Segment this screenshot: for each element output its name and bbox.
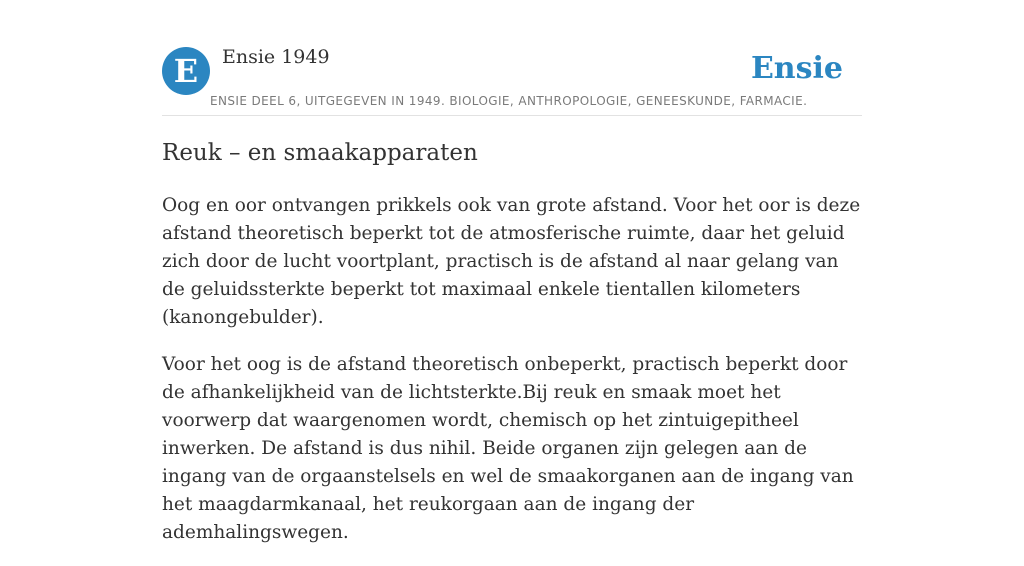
book-subtitle: ENSIE DEEL 6, UITGEGEVEN IN 1949. BIOLOGIE, ANTHROPOLOGIE, GENEESKUNDE, FARMACIE. <box>210 94 808 108</box>
article-body <box>162 192 862 566</box>
site-header <box>162 0 862 116</box>
brand-logo-link[interactable]: Ensie <box>750 51 843 86</box>
article-paragraph: Voor het oog is de afstand theoretisch onbeperkt, practisch beperkt door de afhankelijkheid van de lichtsterkte.Bij reuk en smaak moet het voorwerp dat waargenomen wordt, chemisch op het zintuigepitheel inwerken. De afstand is dus nihil. Beide organen zijn gelegen aan de ingang van de orgaanstelsels en wel de smaakorganen aan de ingang van het maagdarmkanaal, het reukorgaan aan de ingang der ademhalingswegen. <box>162 354 854 543</box>
ensie-logo-icon[interactable]: E <box>162 47 210 95</box>
content-column <box>162 0 862 543</box>
article-title: Reuk – en smaakapparaten <box>162 140 478 166</box>
article-paragraph: Oog en oor ontvangen prikkels ook van grote afstand. Voor het oor is deze afstand theoretisch beperkt tot de atmosferische ruimte, daar het geluid zich door de lucht voortplant, practisch is de afstand al naar gelang van de geluidssterkte beperkt tot maximaal enkele tientallen kilometers (kanongebulder). <box>162 195 861 328</box>
book-title-link[interactable]: Ensie 1949 <box>222 46 330 68</box>
